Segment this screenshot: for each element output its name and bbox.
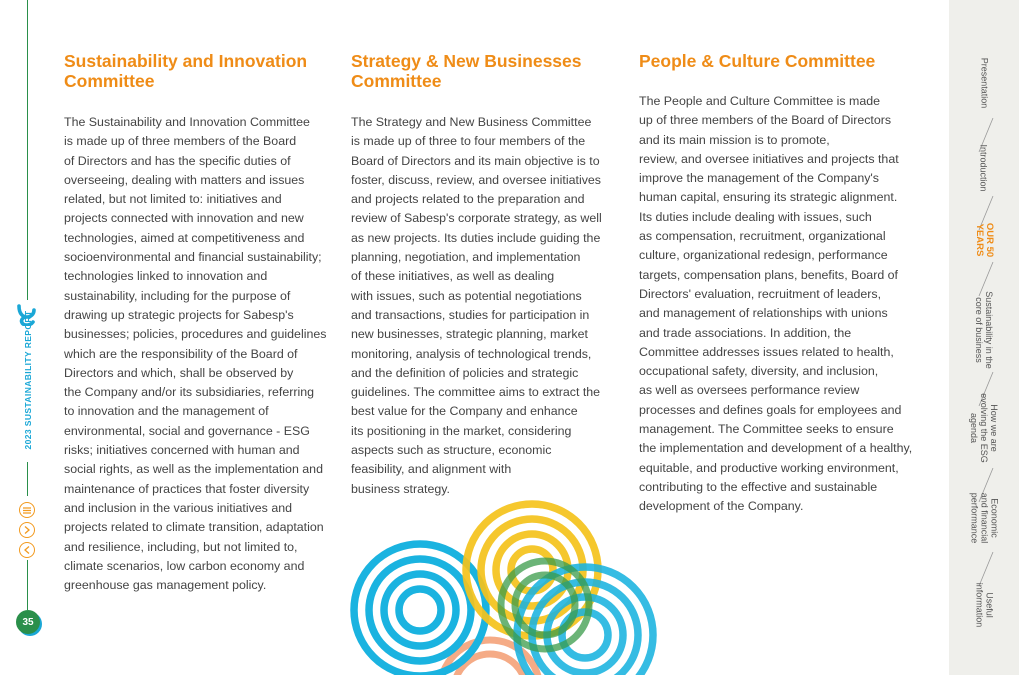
menu-icon bbox=[23, 507, 31, 514]
sidebar-item-label: How we are evolving the ESG agenda bbox=[968, 392, 999, 463]
rail-line-bottom bbox=[27, 560, 28, 610]
sidebar-item-sustainability-core[interactable] bbox=[949, 280, 1019, 380]
sidebar-item-label: Introduction bbox=[979, 143, 989, 192]
sidebar-item-useful-information[interactable] bbox=[949, 560, 1019, 650]
section-body: The Sustainability and Innovation Committee is made up of three members of the Board of Directors and has the specific duties of overseeing, dealing with matters and issues related, but not limited to: initiatives and projects connected with innovation and new technologies, aimed at competitiveness and socioenvironmental and financial sustainability; technologies linked to innovation and sustainability, including for the purpose of drawing up strategic projects for Sabesp's businesses; policies, procedures and guidelines which are the responsibility of the Board of Directors and which, shall be observed by the Company and/or its subsidiaries, referring to innovation and the management of environmental, social and governance - ESG risks; initiatives concerned with human and social rights, as well as the implementation and maintenance of practices that foster diversity and inclusion in the various initiatives and projects related to climate transition, adaptation and resilience, including, but not limited to, climate scenarios, low carbon economy and greenhouse gas management policy. bbox=[64, 115, 327, 593]
sidebar-item-esg-agenda[interactable] bbox=[949, 375, 1019, 480]
strategy-committee-section bbox=[351, 51, 626, 499]
report-label: 2023 SUSTAINABILITY REPORT bbox=[23, 310, 33, 450]
people-culture-committee-section bbox=[639, 51, 924, 517]
rail-line-mid bbox=[27, 462, 28, 496]
sustainability-committee-section bbox=[64, 51, 334, 595]
rail-line-top bbox=[27, 0, 28, 300]
sidebar-item-label: Economic and financial performance bbox=[968, 492, 999, 543]
next-page-button[interactable] bbox=[19, 522, 35, 538]
menu-button[interactable] bbox=[19, 502, 35, 518]
section-body: The Strategy and New Business Committee is made up of three to four members of the Board of Directors and its main objective is to foster, discuss, review, and oversee initiatives and projects related to the preparation and review of Sabesp's corporate strategy, as well as new projects. Its duties include guiding the planning, negotiation, and implementation of these initiatives, as well as dealing with issues, such as potential negotiations and transactions, studies for participation in new businesses, strategic planning, market monitoring, analysis of technological trends, and the definition of policies and strategic guidelines. The committee aims to extract the best value for the Company and enhance its positioning in the market, considering aspects such as structure, economic feasibility, and alignment with business strategy. bbox=[351, 115, 602, 496]
sidebar-item-economic-performance[interactable] bbox=[949, 470, 1019, 565]
section-body: The People and Culture Committee is made up of three members of the Board of Directors and its main mission is to promote, review, and oversee initiatives and projects that improve the management of the Company's human capital, ensuring its strategic alignment. Its duties include dealing with issues, such as compensation, recruitment, organizational culture, organizational redesign, performance targets, compensation plans, benefits, Board of Directors' evaluation, recruitment of leaders, and management of relationships with unions and trade associations. In addition, the Committee addresses issues related to health, occupational safety, diversity, and inclusion, as well as oversees performance review processes and defines goals for employees and management. The Committee seeks to ensure the implementation and development of a healthy, equitable, and productive working environment, contributing to the effective and sustainable development of the Company. bbox=[639, 94, 913, 514]
sidebar-item-label: Sustainability in the core of business bbox=[974, 291, 995, 369]
previous-page-button[interactable] bbox=[19, 542, 35, 558]
sidebar-item-label: OUR 50 YEARS bbox=[973, 222, 995, 258]
sidebar-item-label: Useful information bbox=[974, 582, 994, 628]
sidebar-item-label: Presentation bbox=[978, 57, 989, 108]
previous-icon bbox=[24, 546, 30, 554]
section-title: People & Culture Committee bbox=[639, 51, 876, 71]
section-title: Strategy & New Businesses Committee bbox=[351, 51, 582, 91]
decorative-rings-graphic bbox=[340, 495, 670, 675]
section-title: Sustainability and Innovation Committee bbox=[64, 51, 308, 91]
page-number: 35 bbox=[16, 610, 40, 634]
next-icon bbox=[24, 526, 30, 534]
left-rail bbox=[0, 0, 52, 675]
section-sidebar bbox=[949, 0, 1019, 675]
